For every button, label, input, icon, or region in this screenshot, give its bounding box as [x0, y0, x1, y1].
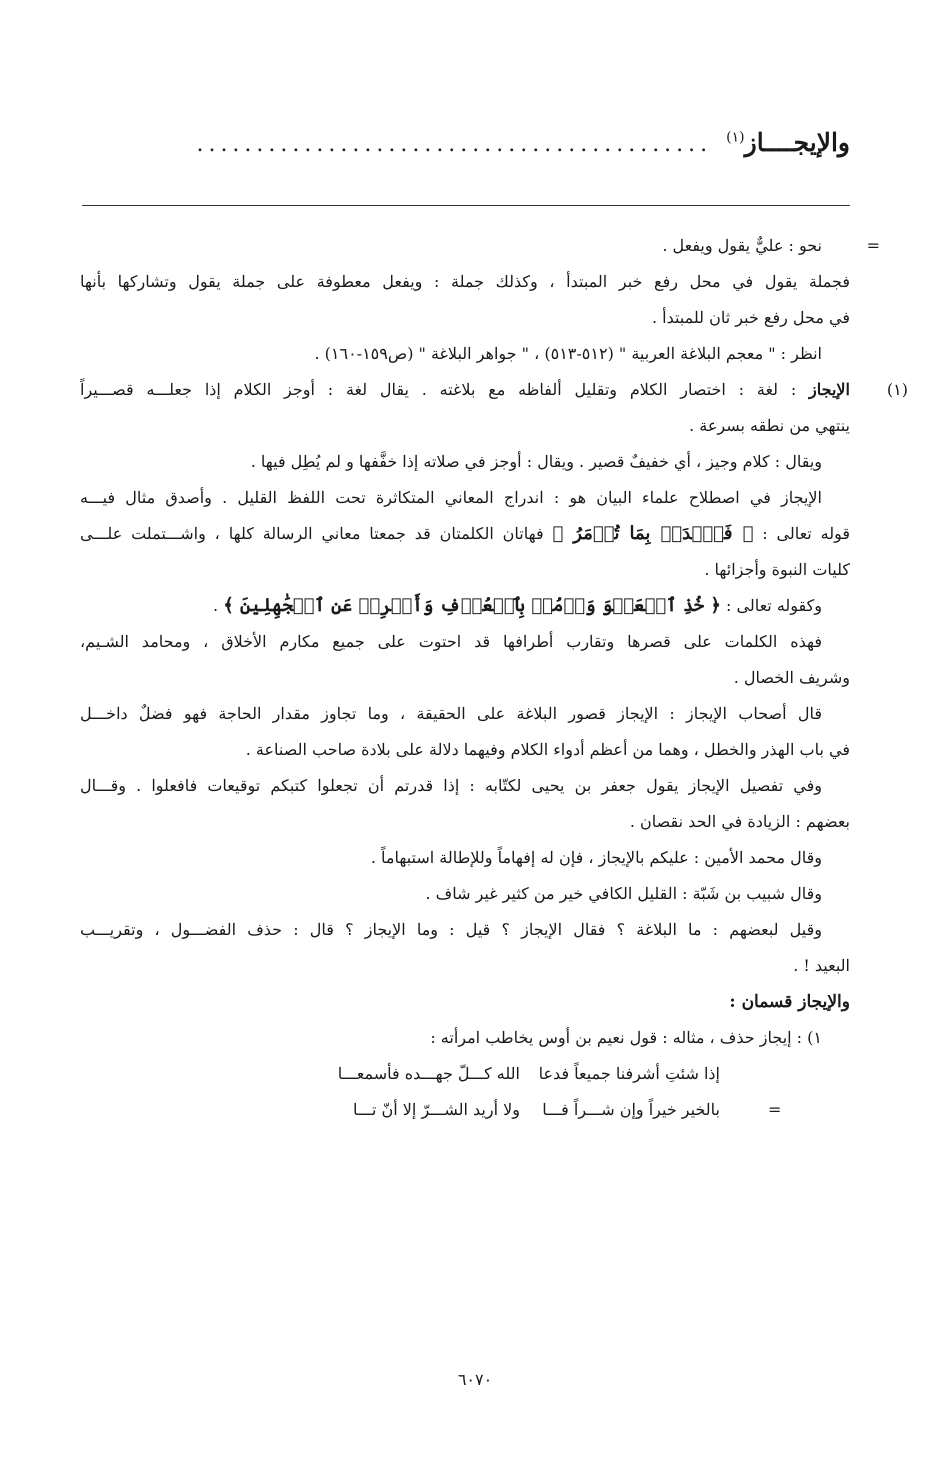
footnote-para-3-line-1: الإيجاز في اصطلاح علماء البيان هو : اندراج المعاني المتكاثرة تحت اللفظ القليل . وأصدق مثال فيـــه: [80, 488, 822, 507]
continues-marker: =: [768, 1100, 782, 1119]
footnote-para-10-line-2: البعيد ! .: [793, 956, 850, 975]
footnote-1-line-1: (١) الإيجاز : لغة : اختصار الكلام وتقليل ألفاظه مع بلاغته . يقال لغة : أوجز الكلام إذا جعلـــه قصـــيراً: [80, 372, 850, 408]
poem-verse-1: [80, 1056, 850, 1092]
footnote-para-5-line-1: فهذه الكلمات على قصرها وتقارب أطرافها قد احتوت على جميع مكارم الأخلاق ، ومحامد الشـيم،: [80, 632, 822, 651]
continuation-line-4: انظر : " معجم البلاغة العربية " (٥١٢-٥١٣) ، " جواهر البلاغة " (ص١٥٩-١٦٠) .: [314, 344, 822, 363]
footnote-separator: [82, 205, 850, 206]
footnote-para-8: وقال محمد الأمين : عليكم بالإيجاز ، فإن له إفهاماً وللإطالة استبهاماً .: [370, 848, 822, 867]
header-dot-leader: ...........................................: [196, 132, 713, 157]
footnote-number: (١): [886, 380, 908, 399]
header-footnote-ref: (١): [726, 129, 745, 146]
section-heading: والإيجاز قسمان :: [729, 992, 850, 1012]
poem-verse-1-second-hemistich: الله كـــلّ جهـــده فأسمعـــا: [337, 1064, 520, 1083]
list-item-1: ١) : إيجاز حذف ، مثاله : قول نعيم بن أوس يخاطب امرأته :: [430, 1028, 822, 1047]
page-number: ٦٠٧٠: [457, 1370, 493, 1389]
footnote-para-3-line-3: كليات النبوة وأجزائها .: [704, 560, 850, 579]
footnote-para-3-line-2: قوله تعالى : ﴿ فَٱصۡدَعۡ بِمَا تُؤۡمَرُ ﴾ فهاتان الكلمتان قد جمعتا معاني الرسالة كلها ، واشـــتملت علـــى: [80, 523, 850, 544]
poem-verse-2: [80, 1092, 850, 1128]
quran-verse-1: ﴿ فَٱصۡدَعۡ بِمَا تُؤۡمَرُ ﴾: [552, 523, 754, 544]
header-title: والإيجــــاز$^{(١)}$: [726, 128, 850, 157]
footnote-para-2: ويقال : كلام وجيز ، أي خفيفٌ قصير . ويقال : أوجز في صلاته إذا خفَّفها و لم يُطِل فيها .: [250, 452, 822, 471]
continuation-line-2: فجملة يقول في محل رفع خبر المبتدأ ، وكذلك جملة : ويفعل معطوفة على جملة يقول وتشاركها بأنها: [80, 272, 850, 291]
footnote-para-4: وكقوله تعالى : ﴿ خُذِ ٱلۡعَفۡوَ وَأۡمُرۡ بِٱلۡعُرۡفِ وَأَعۡرِضۡ عَنِ ٱلۡجَٰهِلِينَ ﴾ .: [213, 595, 822, 616]
running-header: [80, 128, 850, 168]
footnotes-block: [80, 228, 908, 1128]
footnote-para-9: وقال شبيب بن شَبّة : القليل الكافي خير من كثير غير شاف .: [425, 884, 822, 903]
footnote-para-6-line-1: قال أصحاب الإيجاز : الإيجاز قصور البلاغة على الحقيقة ، وما تجاوز مقدار الحاجة فهو فضلٌ داخـــل: [80, 704, 822, 723]
poem-verse-2-second-hemistich: ولا أريد الشـــرّ إلا أنّ تـــا: [353, 1100, 520, 1119]
continuation-line-1: = نحو : عليٌّ يقول ويفعل .: [80, 228, 850, 264]
poem-verse-2-first-hemistich: بالخير خيراً وإن شـــراً فـــا: [542, 1100, 720, 1119]
continuation-line-3: في محل رفع خبر ثان للمبتدأ .: [651, 308, 850, 327]
footnote-para-10-line-1: وقيل لبعضهم : ما البلاغة ؟ فقال الإيجاز ؟ قيل : وما الإيجاز ؟ قال : حذف الفضـــول ، وتقريـــب: [80, 920, 822, 939]
footnote-1-line-2: ينتهي من نطقه بسرعة .: [689, 416, 850, 435]
footnote-para-6-line-2: في باب الهذر والخطل ، وهما من أعظم أدواء الكلام وفيهما دلالة على بلادة صاحب الصناعة .: [245, 740, 850, 759]
continuation-marker: =: [866, 236, 880, 255]
footnote-para-7-line-1: وفي تفصيل الإيجاز يقول جعفر بن يحيى لكتّابه : إذا قدرتم أن تجعلوا كتبكم توقيعات فافعلوا . وقـــال: [80, 776, 823, 795]
footnote-para-7-line-2: بعضهم : الزيادة في الحد نقصان .: [629, 812, 850, 831]
footnote-para-5-line-2: وشريف الخصال .: [733, 668, 850, 687]
quran-verse-2: ﴿ خُذِ ٱلۡعَفۡوَ وَأۡمُرۡ بِٱلۡعُرۡفِ وَأَعۡرِضۡ عَنِ ٱلۡجَٰهِلِينَ ﴾: [223, 595, 721, 616]
footnote-term: الإيجاز: [809, 380, 850, 399]
poem-verse-1-first-hemistich: إذا شئتِ أشرفنا جميعاً فدعا: [538, 1064, 720, 1083]
